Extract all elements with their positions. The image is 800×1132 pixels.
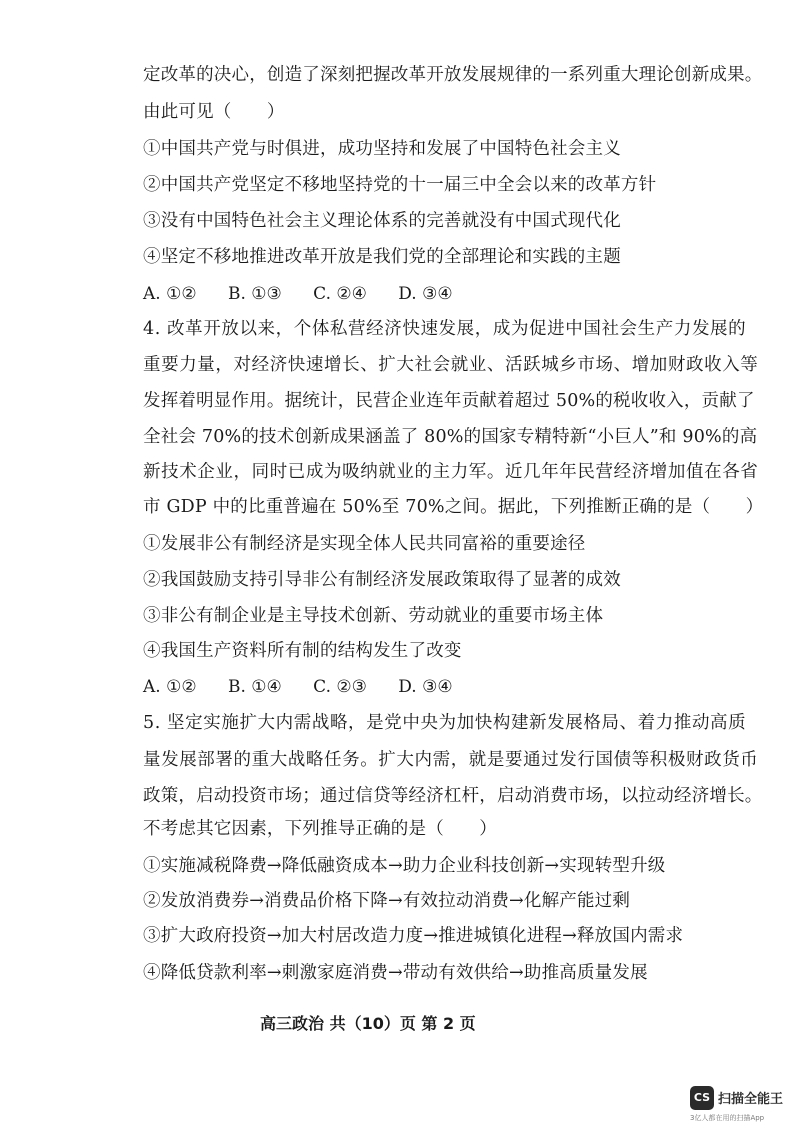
q5-stem-line-1: 5. 坚定实施扩大内需战略，是党中央为加快构建新发展格局、着力推动高质 xyxy=(143,713,747,733)
scanner-app-name: 扫描全能王 xyxy=(718,1092,784,1107)
q4-stem-line-6: 市 GDP 中的比重普遍在 50%至 70%之间。据此，下列推断正确的是（ ） xyxy=(143,497,764,517)
q5-stem-line-3: 政策，启动投资市场；通过信贷等经济杠杆，启动消费市场，以拉动经济增长。 xyxy=(143,786,763,806)
scanner-watermark xyxy=(690,1086,795,1126)
q3-option-1: ①中国共产党与时俱进，成功坚持和发展了中国特色社会主义 xyxy=(143,139,621,159)
q3-choice-b: B. ①③ xyxy=(227,284,282,304)
page-footer: 高三政治 共（10）页 第 2 页 xyxy=(260,1014,476,1033)
q4-option-1: ①发展非公有制经济是实现全体人民共同富裕的重要途径 xyxy=(143,534,586,554)
q3-stem-line-1: 定改革的决心，创造了深刻把握改革开放发展规律的一系列重大理论创新成果。 xyxy=(143,65,763,85)
q4-stem-line-1: 4. 改革开放以来，个体私营经济快速发展，成为促进中国社会生产力发展的 xyxy=(143,319,747,339)
q4-option-4: ④我国生产资料所有制的结构发生了改变 xyxy=(143,641,462,661)
q3-option-3: ③没有中国特色社会主义理论体系的完善就没有中国式现代化 xyxy=(143,211,621,231)
q4-choice-c: C. ②③ xyxy=(313,677,367,697)
q3-option-2: ②中国共产党坚定不移地坚持党的十一届三中全会以来的改革方针 xyxy=(143,175,657,195)
q3-choices xyxy=(143,282,479,306)
q3-choice-d: D. ③④ xyxy=(398,284,453,304)
q5-stem-line-2: 量发展部署的重大战略任务。扩大内需，就是要通过发行国债等积极财政货币 xyxy=(143,750,759,770)
scanner-tagline: 3亿人都在用的扫描App xyxy=(690,1114,765,1122)
q3-stem-line-2: 由此可见（ ） xyxy=(143,102,285,122)
q5-option-3: ③扩大政府投资→加大村居改造力度→推进城镇化进程→释放国内需求 xyxy=(143,926,684,946)
q5-option-1: ①实施减税降费→降低融资成本→助力企业科技创新→实现转型升级 xyxy=(143,856,666,876)
q5-stem-line-4: 不考虑其它因素，下列推导正确的是（ ） xyxy=(143,819,497,839)
q4-stem-line-5: 新技术企业，同时已成为吸纳就业的主力军。近几年年民营经济增加值在各省 xyxy=(143,462,759,482)
q3-option-4: ④坚定不移地推进改革开放是我们党的全部理论和实践的主题 xyxy=(143,247,621,267)
q4-choice-d: D. ③④ xyxy=(398,677,453,697)
q4-option-2: ②我国鼓励支持引导非公有制经济发展政策取得了显著的成效 xyxy=(143,570,621,590)
q5-option-2: ②发放消费券→消费品价格下降→有效拉动消费→化解产能过剩 xyxy=(143,891,631,911)
q4-choice-b: B. ①④ xyxy=(227,677,282,697)
q4-choice-a: A. ①② xyxy=(143,677,197,697)
q5-option-4: ④降低贷款利率→刺激家庭消费→带动有效供给→助推高质量发展 xyxy=(143,963,648,983)
q4-option-3: ③非公有制企业是主导技术创新、劳动就业的重要市场主体 xyxy=(143,606,604,626)
q3-choice-a: A. ①② xyxy=(143,284,197,304)
q4-stem-line-4: 全社会 70%的技术创新成果涵盖了 80%的国家专精特新“小巨人”和 90%的高 xyxy=(143,427,758,447)
q4-stem-line-2: 重要力量，对经济快速增长、扩大社会就业、活跃城乡市场、增加财政收入等 xyxy=(143,355,759,375)
scanner-logo-icon: CS xyxy=(690,1086,714,1110)
q3-choice-c: C. ②④ xyxy=(313,284,367,304)
q4-choices xyxy=(143,675,479,699)
q4-stem-line-3: 发挥着明显作用。据统计，民营企业连年贡献着超过 50%的税收收入，贡献了 xyxy=(143,391,755,411)
